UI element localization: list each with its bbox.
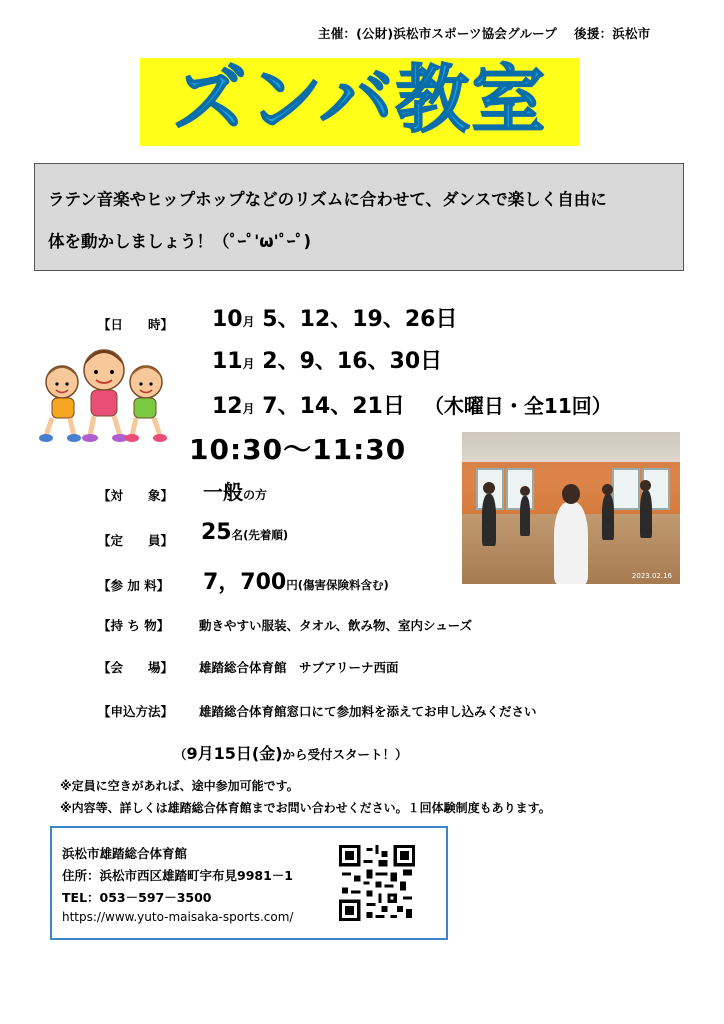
schedule-december	[212, 389, 612, 420]
october-month: 10	[212, 307, 243, 332]
december-days: 7、14、21日	[254, 394, 405, 419]
note-1: ※定員に空きがあれば、途中参加可能です。	[60, 779, 299, 793]
contact-tel: TEL：053－597－3500	[62, 890, 212, 905]
apply-start-rest: から受付スタート！）	[282, 747, 408, 762]
items-label: 【持 ち 物】	[98, 618, 170, 633]
fee-value	[203, 565, 389, 596]
schedule-october	[212, 302, 457, 333]
zumba-class-photo	[462, 432, 680, 584]
dancing-kids-illustration	[34, 340, 174, 450]
intro-box	[34, 163, 684, 271]
target-value	[203, 476, 267, 505]
apply-start-date: 9月15日(金)	[186, 744, 283, 763]
october-unit: 月	[242, 315, 255, 329]
target-value-main: 一般	[203, 480, 243, 504]
schedule-label: 【日 時】	[98, 317, 174, 332]
capacity-value	[201, 520, 288, 545]
schedule-time: 10:30～11:30	[189, 433, 407, 466]
contact-address: 住所：浜松市西区雄踏町宇布見9981－1	[62, 868, 293, 883]
page-title: ズンバ教室	[172, 57, 548, 143]
november-days: 2、9、16、30日	[254, 349, 443, 374]
target-value-sub: の方	[243, 488, 268, 502]
sponsor-line: 主催：(公財)浜松市スポーツ協会グループ 後援：浜松市	[318, 26, 651, 41]
apply-start-open: （	[174, 747, 187, 762]
qr-code[interactable]	[339, 845, 415, 921]
photo-caption: 2023.02.16	[631, 572, 672, 580]
apply-label: 【申込方法】	[98, 704, 174, 719]
october-days: 5、12、19、26日	[254, 307, 458, 332]
capacity-value-sub: 名(先着順)	[231, 528, 289, 542]
december-month: 12	[212, 394, 243, 419]
venue-label: 【会 場】	[98, 660, 174, 675]
intro-line-1: ラテン音楽やヒップホップなどのリズムに合わせて、ダンスで楽しく自由に	[48, 190, 607, 209]
fee-value-sub: 円(傷害保険料含む)	[286, 578, 389, 592]
venue-value: 雄踏総合体育館 サブアリーナ西面	[199, 660, 399, 675]
target-label: 【対 象】	[98, 488, 174, 503]
december-unit: 月	[242, 402, 255, 416]
apply-start	[174, 741, 408, 764]
schedule-summary: （木曜日・全11回）	[423, 394, 612, 418]
contact-url[interactable]: https://www.yuto-maisaka-sports.com/	[62, 910, 294, 924]
schedule-november	[212, 344, 442, 375]
intro-line-2: 体を動かしましょう！（ﾟｰﾟ'ω'ﾟｰﾟ)	[48, 232, 311, 251]
note-2: ※内容等、詳しくは雄踏総合体育館までお問い合わせください。１回体験制度もあります。	[60, 801, 551, 815]
fee-label: 【参 加 料】	[98, 578, 170, 593]
fee-value-main: 7，700	[203, 570, 287, 595]
november-unit: 月	[242, 357, 255, 371]
contact-name: 浜松市雄踏総合体育館	[62, 846, 188, 861]
apply-value: 雄踏総合体育館窓口にて参加料を添えてお申し込みください	[199, 704, 537, 719]
november-month: 11	[212, 349, 243, 374]
items-value: 動きやすい服装、タオル、飲み物、室内シューズ	[199, 618, 473, 633]
capacity-value-main: 25	[201, 520, 232, 545]
capacity-label: 【定 員】	[98, 533, 174, 548]
